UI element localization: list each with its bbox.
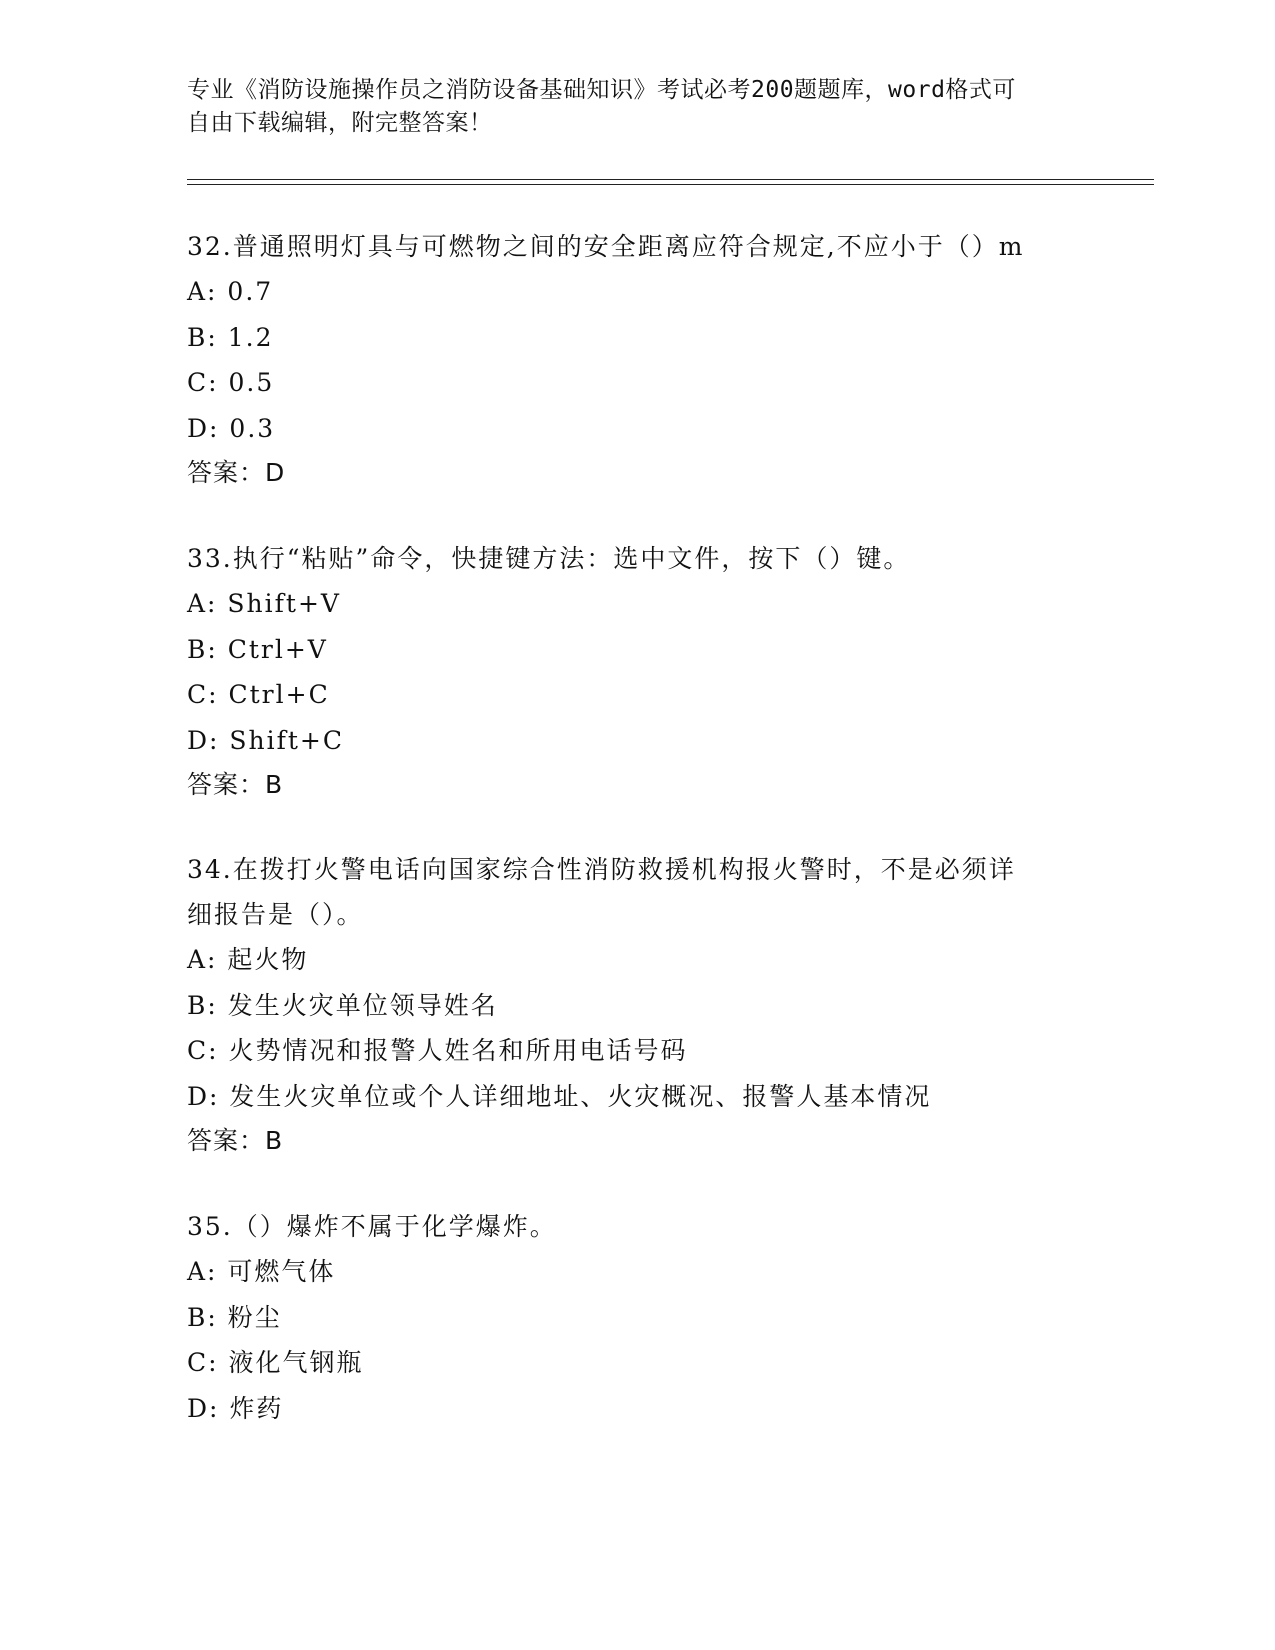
option-a: A: Shift+V (187, 589, 341, 618)
answer: 答案：B (187, 770, 284, 799)
option-a: A: 0.7 (187, 277, 274, 306)
option-d: D: 发生火灾单位或个人详细地址、火灾概况、报警人基本情况 (187, 1081, 932, 1111)
option-d: D: Shift+C (187, 725, 345, 755)
header-divider-bottom (187, 184, 1154, 185)
question-stem-line: 33.执行“粘贴”命令，快捷键方法：选中文件，按下（）键。 (187, 544, 911, 573)
option-c: C: 液化气钢瓶 (187, 1348, 364, 1377)
answer: 答案：D (187, 458, 286, 487)
question-stem (187, 224, 1087, 269)
option-b: B: 发生火灾单位领导姓名 (187, 990, 498, 1020)
option-d: D: 0.3 (187, 413, 276, 443)
document-header (187, 74, 1067, 140)
question-stem (187, 847, 1087, 937)
question-32 (187, 224, 1087, 495)
option-b: B: 1.2 (187, 322, 274, 352)
option-d: D: 炸药 (187, 1393, 284, 1423)
option-c: C: 0.5 (187, 368, 275, 397)
question-stem-line: 细报告是（）。 (187, 900, 364, 929)
question-stem-line: 32.普通照明灯具与可燃物之间的安全距离应符合规定,不应小于（）m (187, 232, 1025, 261)
question-stem-line: 34.在拨打火警电话向国家综合性消防救援机构报火警时，不是必须详 (187, 855, 1016, 884)
header-line-1: 专业《消防设施操作员之消防设备基础知识》考试必考200题题库，word格式可 (187, 77, 1016, 103)
option-a: A: 可燃气体 (187, 1257, 336, 1286)
question-stem (187, 536, 1087, 581)
question-34 (187, 847, 1087, 1163)
question-33 (187, 536, 1087, 807)
option-c: C: 火势情况和报警人姓名和所用电话号码 (187, 1036, 688, 1065)
option-a: A: 起火物 (187, 945, 309, 974)
header-line-2: 自由下载编辑，附完整答案！ (187, 110, 493, 136)
option-c: C: Ctrl+C (187, 680, 330, 709)
header-divider-top (187, 179, 1154, 180)
option-b: B: 粉尘 (187, 1302, 282, 1332)
option-b: B: Ctrl+V (187, 634, 328, 664)
answer: 答案：B (187, 1126, 284, 1155)
question-35 (187, 1204, 1087, 1431)
question-stem (187, 1204, 1087, 1249)
question-stem-line: 35.（）爆炸不属于化学爆炸。 (187, 1212, 557, 1241)
